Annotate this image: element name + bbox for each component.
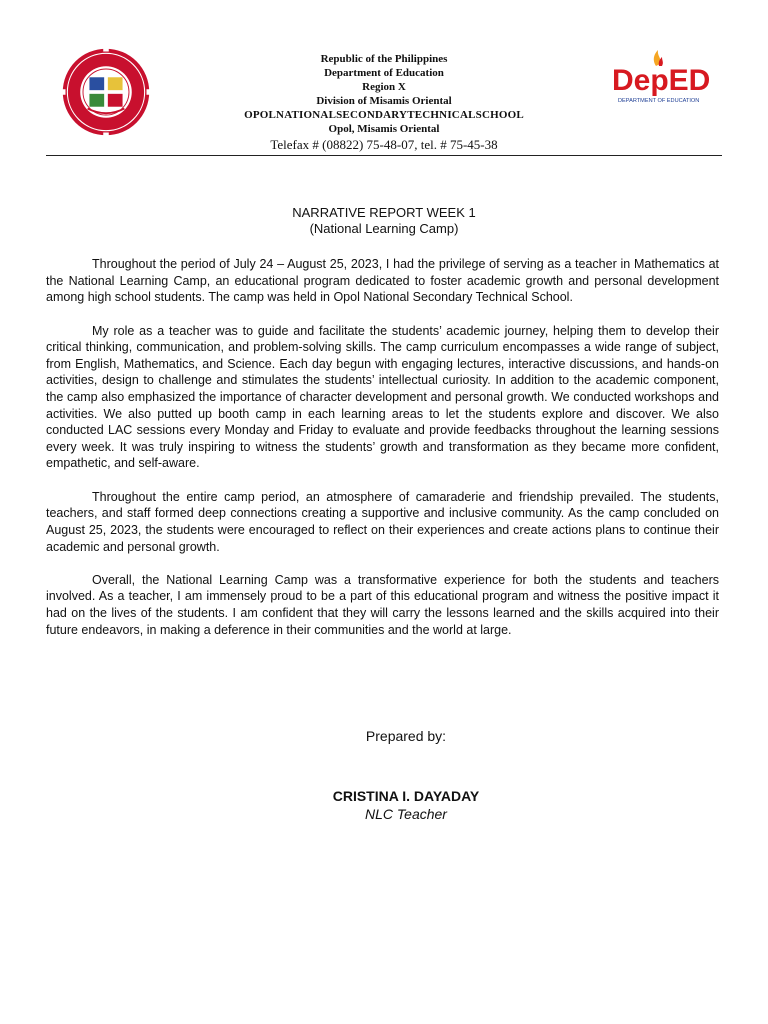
report-body <box>46 256 719 655</box>
deped-logo-icon <box>612 50 718 104</box>
paragraph: Throughout the entire camp period, an atmosphere of camaraderie and friendship prevailed. The students, teachers, and staff formed deep connections creating a supportive and inclusive community. As the camp concluded on August 25, 2023, the students were encouraged to reflect on their experiences and create actions plans to continue their academic and personal growth. <box>46 489 719 554</box>
signatory-name: CRISTINA I. DAYADAY <box>332 788 480 804</box>
header-divider <box>46 155 722 156</box>
letterhead-line: Division of Misamis Oriental <box>316 95 452 107</box>
letterhead-header <box>0 44 768 156</box>
letterhead-line: Republic of the Philippines <box>320 53 448 65</box>
letterhead-text <box>180 52 588 153</box>
report-title: NARRATIVE REPORT WEEK 1 <box>292 205 476 220</box>
prepared-by-label: Prepared by: <box>365 728 447 744</box>
svg-text:DepED <box>612 64 710 97</box>
school-seal-icon <box>60 46 152 138</box>
paragraph: My role as a teacher was to guide and facilitate the students’ academic journey, helping them to develop their critical thinking, communication, and problem-solving skills. The camp curriculum encompasses a wide range of subject, from English, Mathematics, and Science. Each day begun with engaging lectures, interactive discussions, and hands-on activities, design to challenge and stimulates the students’ intellectual curiosity. In addition to the academic component, the camp also emphasized the importance of character development and personal growth. We conducted workshops and activities. We also putted up booth camp in each learning areas to let the students explore and discover. We also conducted LAC sessions every Monday and Friday to evaluate and provide feedbacks throughout the learning sessions every week. It was truly inspiring to witness the students’ growth and transformation as they became more confident, empathetic, and self-aware. <box>46 323 719 471</box>
school-name: OPOLNATIONALSECONDARYTECHNICALSCHOOL <box>244 109 524 121</box>
signatory-role: NLC Teacher <box>365 806 447 822</box>
paragraph: Overall, the National Learning Camp was a transformative experience for both the students and teachers involved. As a teacher, I am immensely proud to be a part of this educational program and witness the positive impact it had on the lives of the students. I am confident that they will carry the lessons learned and the skills acquired into their future endeavors, in making a deference in their communities and the world at large. <box>46 572 719 637</box>
paragraph: Throughout the period of July 24 – August 25, 2023, I had the privilege of serving as a teacher in Mathematics at the National Learning Camp, an educational program dedicated to foster academic growth and personal development among high school students. The camp was held in Opol National Secondary Technical School. <box>46 257 719 305</box>
letterhead-line: Region X <box>362 81 406 93</box>
report-title-block <box>0 205 768 237</box>
report-subtitle: (National Learning Camp) <box>309 221 459 236</box>
deped-logo-subtext: DEPARTMENT OF EDUCATION <box>618 98 700 104</box>
letterhead-line: Opol, Misamis Oriental <box>328 123 440 135</box>
signature-block <box>0 787 768 823</box>
telefax: Telefax # (08822) 75-48-07, tel. # 75-45-38 <box>270 137 498 152</box>
deped-logo-text: DepED <box>612 64 711 97</box>
letterhead-line: Department of Education <box>324 67 444 79</box>
